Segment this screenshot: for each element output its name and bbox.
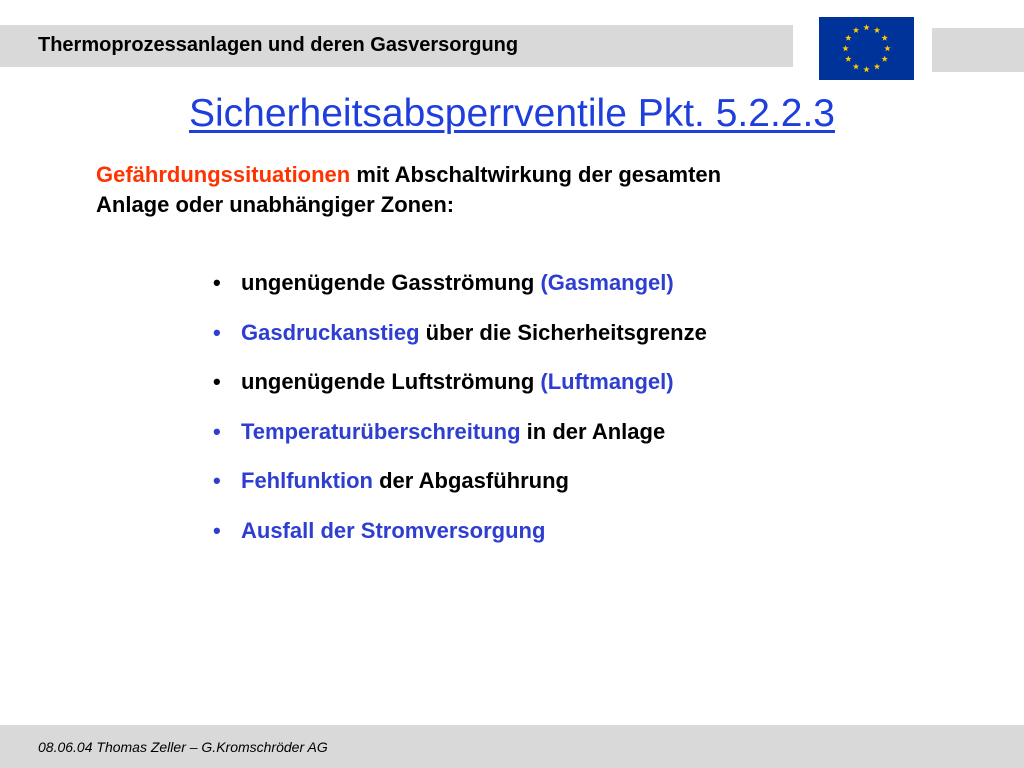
list-item xyxy=(213,468,707,518)
eu-flag-stars xyxy=(819,17,914,80)
bullet-icon: • xyxy=(213,517,221,543)
header-title: Thermoprozessanlagen und deren Gasversorgung xyxy=(38,34,519,56)
list-item xyxy=(213,369,707,419)
list-item-part: Temperaturüberschreitung xyxy=(241,418,521,444)
list-item-text xyxy=(241,419,665,445)
bullet-list xyxy=(213,270,707,567)
intro-text xyxy=(96,160,856,220)
bullet-icon: • xyxy=(213,270,221,295)
intro-line1-rest: mit Abschaltwirkung der gesamten xyxy=(350,162,722,187)
eu-star xyxy=(884,45,890,51)
eu-flag-icon xyxy=(819,17,914,80)
bullet-icon: • xyxy=(213,468,221,493)
list-item-part: der Abgasführung xyxy=(372,468,569,493)
eu-star xyxy=(874,63,880,69)
list-item xyxy=(213,320,707,370)
list-item-part: in der Anlage xyxy=(520,418,666,444)
bullet-icon: • xyxy=(213,418,221,444)
list-item-part: Gasdruckanstieg xyxy=(241,319,420,345)
list-item-part: über die Sicherheitsgrenze xyxy=(419,319,707,345)
eu-star xyxy=(845,35,851,41)
slide-title: Sicherheitsabsperrventile Pkt. 5.2.2.3 xyxy=(188,92,835,135)
eu-star xyxy=(881,56,887,62)
list-item-part: (Luftmangel) xyxy=(540,369,674,394)
eu-star xyxy=(853,63,859,69)
eu-star xyxy=(874,27,880,33)
list-item-text xyxy=(241,320,707,346)
eu-star xyxy=(853,27,859,33)
eu-star xyxy=(881,35,887,41)
list-item-text xyxy=(241,369,674,395)
list-item xyxy=(213,419,707,469)
list-item-part: Fehlfunktion xyxy=(241,468,373,493)
intro-line2: Anlage oder unabhängiger Zonen: xyxy=(96,192,455,217)
list-item-part: (Gasmangel) xyxy=(540,270,674,295)
intro-highlight: Gefährdungssituationen xyxy=(96,162,351,187)
eu-star xyxy=(863,66,869,72)
list-item xyxy=(213,518,707,568)
list-item xyxy=(213,270,707,320)
list-item-part: ungenügende Luftströmung xyxy=(241,369,541,394)
bullet-icon: • xyxy=(213,369,221,394)
eu-star xyxy=(863,24,869,30)
footer-text: 08.06.04 Thomas Zeller – G.Kromschröder AG xyxy=(38,739,328,755)
list-item-text xyxy=(241,468,569,494)
list-item-text xyxy=(241,518,545,544)
eu-star xyxy=(845,56,851,62)
header-right-bar xyxy=(932,28,1024,72)
bullet-icon: • xyxy=(213,319,221,345)
list-item-part: ungenügende Gasströmung xyxy=(241,270,541,295)
list-item-part: Ausfall der Stromversorgung xyxy=(241,517,546,543)
eu-star xyxy=(842,45,848,51)
list-item-text xyxy=(241,270,674,296)
